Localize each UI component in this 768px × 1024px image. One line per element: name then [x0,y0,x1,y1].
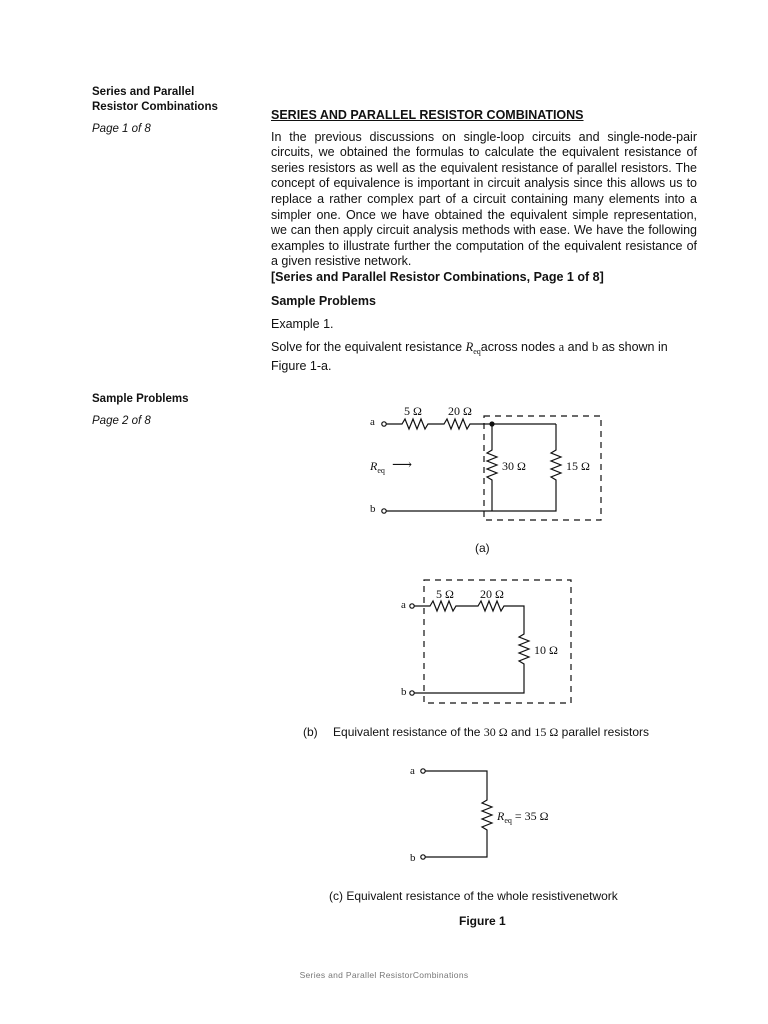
sidebar-page-2: Page 2 of 8 [92,415,151,427]
example-label: Example 1. [271,317,334,332]
resistor-5-and-20-top-wire [386,419,556,429]
label-5-ohm-a: 5 Ω [404,404,422,418]
caption-b-mid: and [507,725,535,739]
caption-b-label: (b) [303,725,318,739]
problem-mid-2: and [564,339,592,354]
caption-b-v1: 30 Ω [483,725,508,739]
label-node-a-c: a [410,765,415,777]
caption-b [303,725,649,740]
sidebar-title-line-2: Resistor Combinations [92,101,218,113]
sidebar-title-line-1: Series and Parallel [92,86,195,98]
figure-title: Figure 1 [459,914,506,928]
sample-problems-heading: Sample Problems [271,293,376,308]
intro-paragraph: In the previous discussions on single-loop circuits and single-node-pair circuits, we obtained the formulas to calculate the equivalent resistance of series resistors as well as the equivalent resistance of parallel resistors. The concept of equivalence is important in circuit analysis since this allows us to replace a rather complex part of a circuit containing many elements into a simpler one. Once we have obtained the equivalent simple representation, we can then apply circuit analysis methods with ease. We have the following examples to illustrate further the computation of the equivalent resistance of a given resistive network. [271,129,697,269]
bracket-note: [Series and Parallel Resistor Combinations, Page 1 of 8] [271,269,604,284]
terminal-a-node-c [421,769,425,773]
req-subscript: eq [473,346,481,356]
resistor-5-20-10-chain [414,601,529,693]
label-node-b-c: b [410,852,416,864]
label-node-a: a [370,416,375,428]
problem-post: as shown in Figure 1-a. [271,339,668,374]
label-10-ohm: 10 Ω [534,643,558,657]
req-sub-a: eq [377,466,385,475]
problem-node-a: a [558,339,565,354]
label-5-ohm-b: 5 Ω [436,587,454,601]
label-30-ohm: 30 Ω [502,459,526,473]
problem-pre: Solve for the equivalent resistance [271,339,466,354]
label-20-ohm-b: 20 Ω [480,587,504,601]
page-footer: Series and Parallel ResistorCombinations [299,970,469,980]
caption-a: (a) [475,541,490,555]
req-letter-a: R [370,459,378,473]
page-heading: SERIES AND PARALLEL RESISTOR COMBINATIONS [271,108,584,122]
problem-mid-1: across nodes [480,339,559,354]
resistor-30 [487,424,497,511]
label-req-c [497,809,549,825]
req-sub-c: eq [504,816,512,825]
terminal-a-node [382,422,386,426]
terminal-b-node [382,509,386,513]
caption-b-v2: 15 Ω [534,725,559,739]
label-node-b-b: b [401,686,407,698]
label-20-ohm-a: 20 Ω [448,404,472,418]
label-req-a [370,459,385,475]
req-letter-c: R [497,809,505,823]
terminal-b-node-b [410,691,414,695]
req-value-c: = 35 Ω [511,809,549,823]
req-arrow-icon: ⟶ [392,458,413,473]
circuit-c [421,769,492,859]
req-symbol: R [465,339,474,354]
sidebar-sample-title: Sample Problems [92,393,189,405]
label-node-b: b [370,503,376,515]
label-15-ohm: 15 Ω [566,459,590,473]
resistor-req [425,771,492,857]
sidebar-page-1: Page 1 of 8 [92,123,151,135]
terminal-b-node-c [421,855,425,859]
problem-node-b: b [591,339,599,354]
terminal-a-node-b [410,604,414,608]
caption-b-post: parallel resistors [558,725,650,739]
label-node-a-b: a [401,599,406,611]
caption-c: (c) Equivalent resistance of the whole resistivenetwork [329,889,618,903]
caption-b-pre: Equivalent resistance of the [333,725,484,739]
